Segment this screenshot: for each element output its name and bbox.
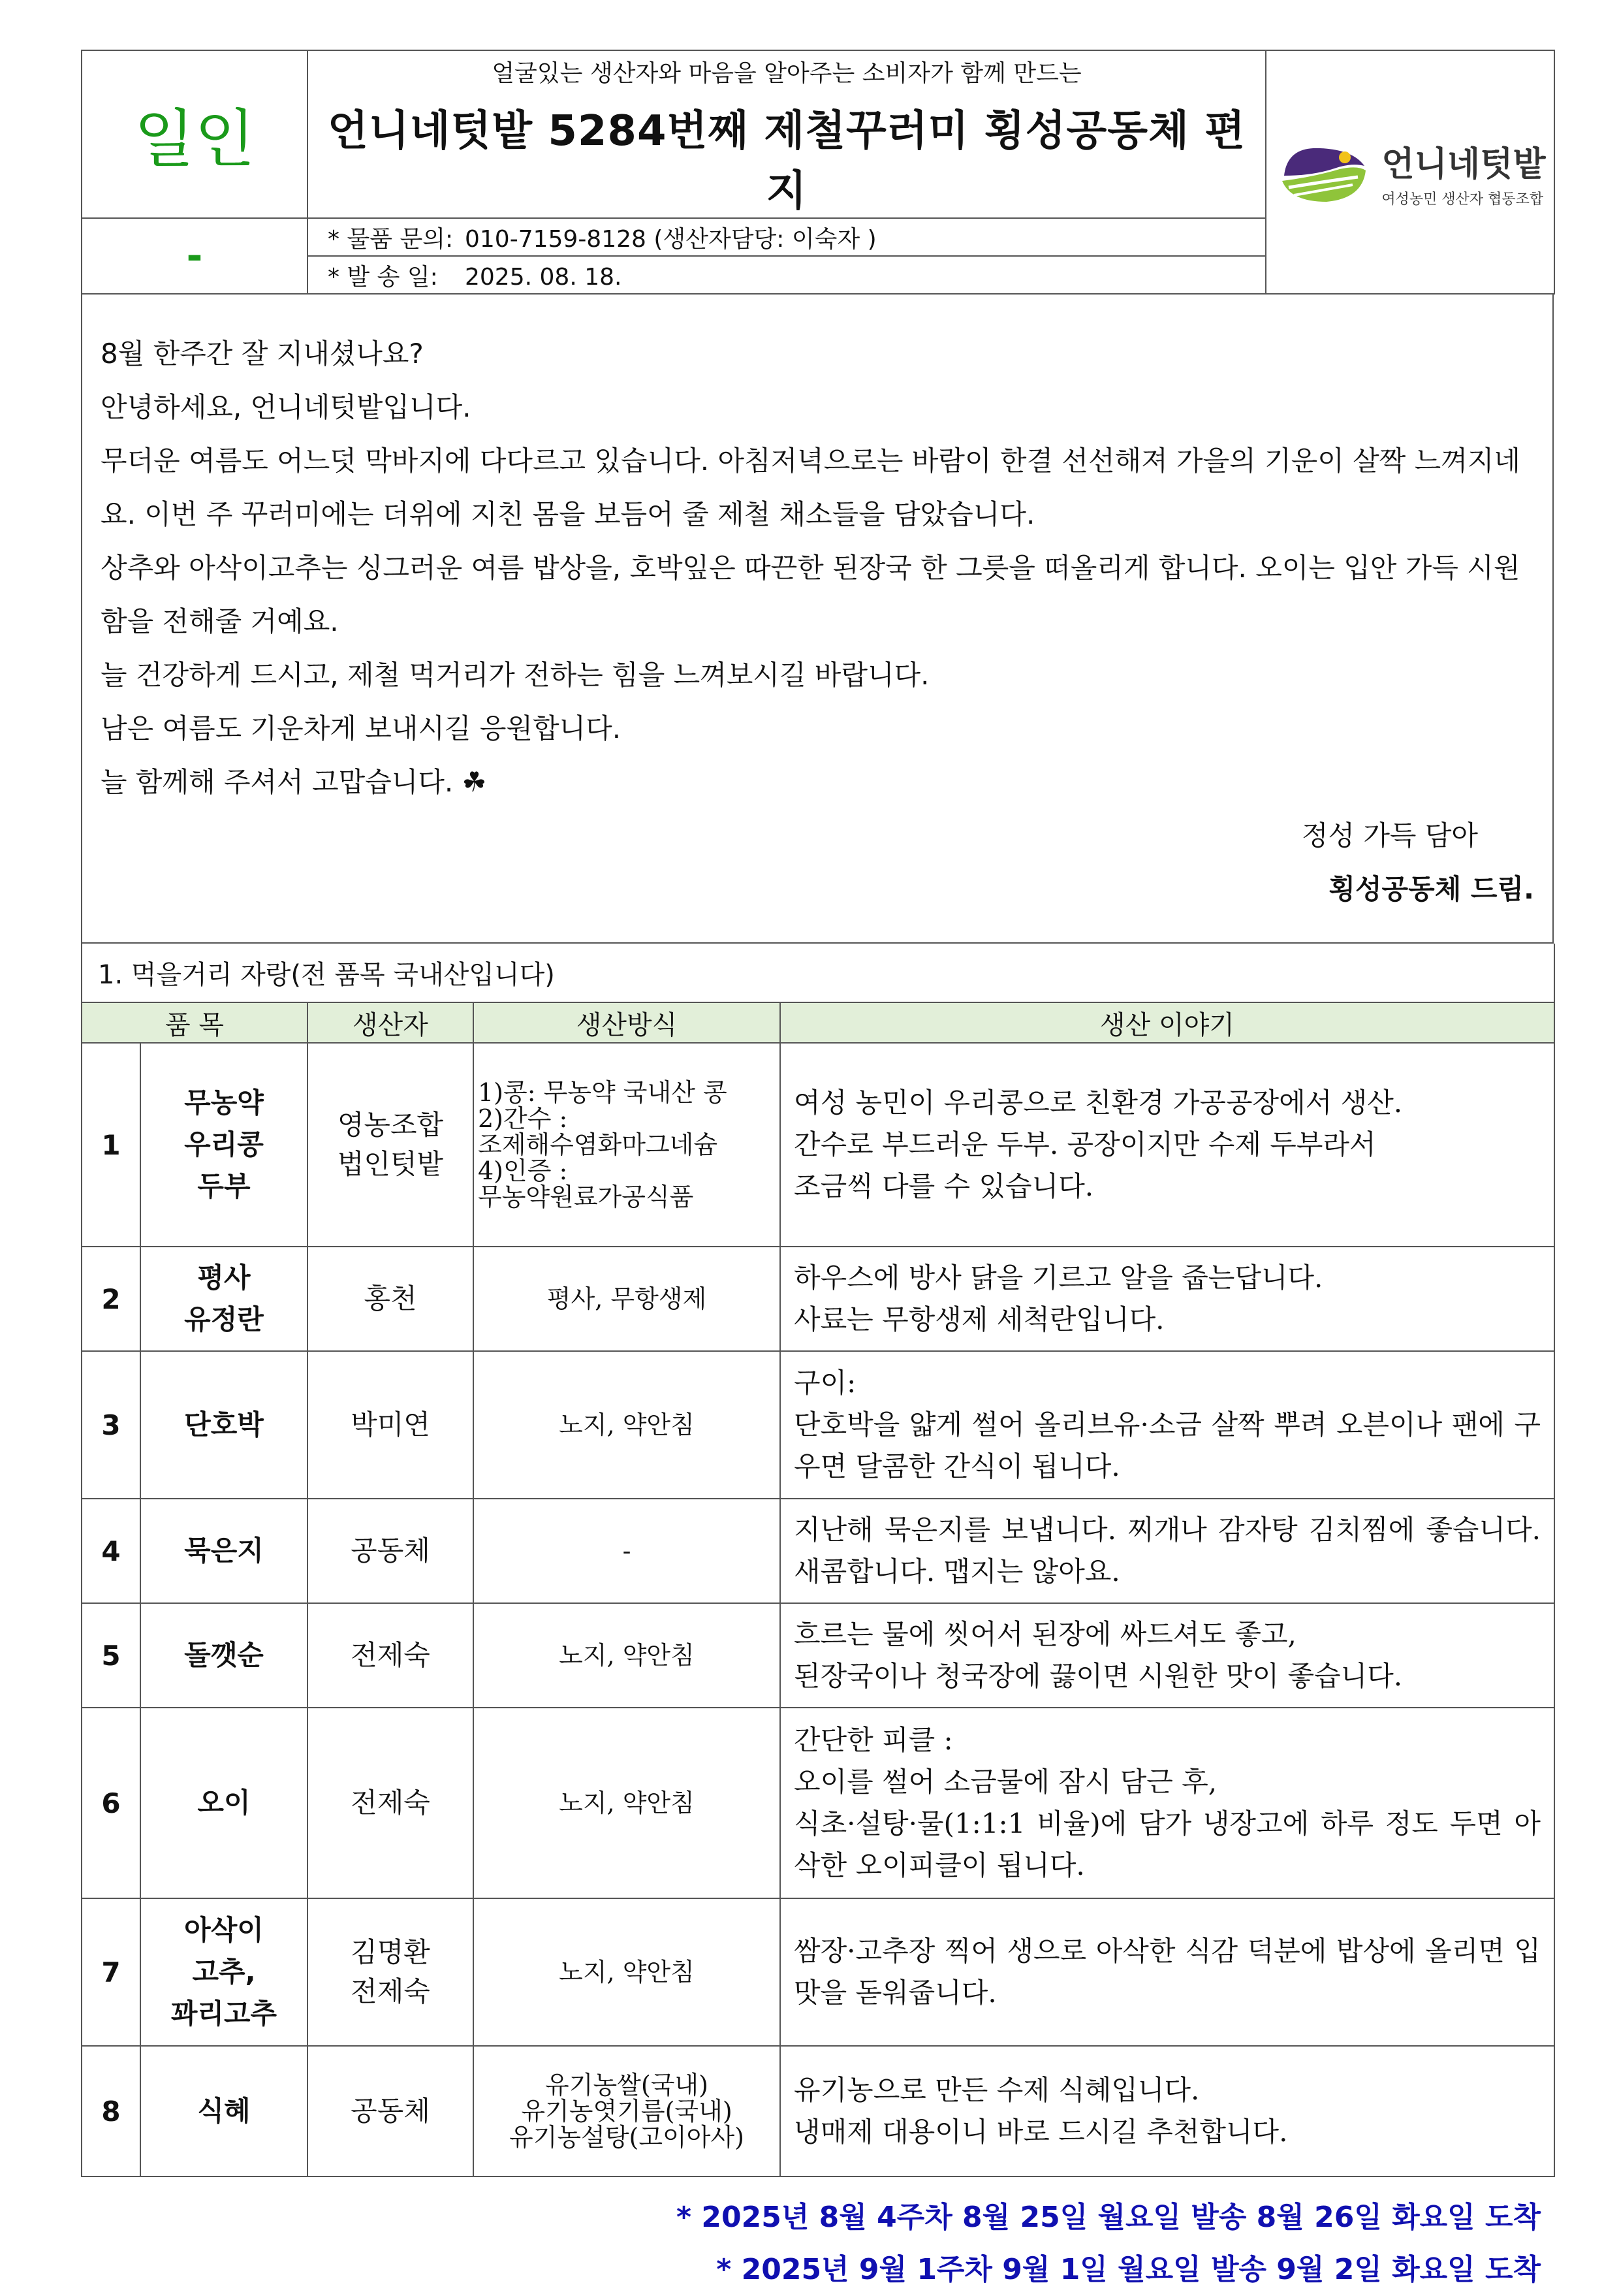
producer-name: 박미연 [307, 1351, 473, 1499]
letter-body [81, 295, 1554, 944]
col-header-producer: 생산자 [307, 1002, 473, 1043]
row-number: 8 [82, 2046, 140, 2176]
letter-header [81, 50, 1555, 295]
logo-icon [1274, 136, 1372, 208]
production-method: 평사, 무항생제 [473, 1247, 780, 1351]
letter-line: 안녕하세요, 언니네텃밭입니다. [101, 391, 471, 423]
product-story: 하우스에 방사 닭을 기르고 알을 줍는답니다. 사료는 무항생제 세척란입니다. [780, 1247, 1554, 1351]
letter-line: 남은 여름도 기운차게 보내시길 응원합니다. [101, 712, 621, 744]
inquiry-row [307, 218, 1266, 256]
inquiry-value: 010-7159-8128 (생산자담당: 이숙자 ) [465, 225, 877, 253]
recipient-label [82, 50, 307, 218]
row-number: 5 [82, 1603, 140, 1708]
send-date-label: * 발 송 일: [328, 263, 438, 291]
product-story: 간단한 피클 : 오이를 썰어 소금물에 잠시 담근 후, 식초·설탕·물(1:1:1 비율)에 담가 냉장고에 하루 정도 두면 아삭한 오이피클이 됩니다. [780, 1708, 1554, 1898]
logo-subtitle: 여성농민 생산자 협동조합 [1381, 191, 1544, 208]
col-header-story: 생산 이야기 [780, 1002, 1554, 1043]
production-method: 1)콩: 무농약 국내산 콩 2)간수 : 조제해수염화마그네슘 4)인증 : 무농약원료가공식품 [473, 1043, 780, 1247]
item-name: 오이 [140, 1708, 307, 1898]
row-number: 4 [82, 1499, 140, 1603]
recipient-sub-text: - [186, 233, 203, 279]
signature-line-1: 정성 가득 담아 [1301, 820, 1478, 852]
inquiry-label: * 물품 문의: [328, 225, 454, 253]
product-rows [82, 1043, 1554, 2176]
row-number: 6 [82, 1708, 140, 1898]
table-row [82, 1708, 1554, 1898]
production-method: 노지, 약안침 [473, 1351, 780, 1499]
recipient-text: 일인 [134, 103, 255, 176]
producer-name: 전제숙 [307, 1603, 473, 1708]
row-number: 7 [82, 1898, 140, 2046]
logo-name: 언니네텃밭 [1381, 144, 1546, 184]
col-header-method: 생산방식 [473, 1002, 780, 1043]
delivery-note: * 2025년 9월 1주차 9월 1일 월요일 발송 9월 2일 화요일 도착 [716, 2253, 1541, 2286]
item-name: 평사 유정란 [140, 1247, 307, 1351]
table-row [82, 1247, 1554, 1351]
send-date-row [307, 256, 1266, 294]
table-row [82, 2046, 1554, 2176]
item-name: 식혜 [140, 2046, 307, 2176]
letter-cell [82, 295, 1553, 943]
table-row [82, 1898, 1554, 2046]
col-header-item: 품 목 [82, 1002, 307, 1043]
table-row [82, 1603, 1554, 1708]
send-date-value: 2025. 08. 18. [465, 263, 622, 291]
table-row [82, 1351, 1554, 1499]
item-name: 아삭이 고추, 꽈리고추 [140, 1898, 307, 2046]
producer-name: 공동체 [307, 1499, 473, 1603]
product-story: 유기농으로 만든 수제 식혜입니다. 냉매제 대용이니 바로 드시길 추천합니다. [780, 2046, 1554, 2176]
subtitle: 얼굴있는 생산자와 마음을 알아주는 소비자가 함께 만드는 [492, 60, 1082, 87]
producer-name: 김명환 전제숙 [307, 1898, 473, 2046]
table-row [82, 1043, 1554, 1247]
producer-name: 영농조합 법인텃밭 [307, 1043, 473, 1247]
product-story: 지난해 묵은지를 보냅니다. 찌개나 감자탕 김치찜에 좋습니다. 새콤합니다. 맵지는 않아요. [780, 1499, 1554, 1603]
production-method: 노지, 약안침 [473, 1898, 780, 2046]
product-story: 구이: 단호박을 얇게 썰어 올리브유·소금 살짝 뿌려 오븐이나 팬에 구우면 달콤한 간식이 됩니다. [780, 1351, 1554, 1499]
delivery-notes [81, 2192, 1554, 2296]
product-story: 흐르는 물에 씻어서 된장에 싸드셔도 좋고, 된장국이나 청국장에 끓이면 시원한 맛이 좋습니다. [780, 1603, 1554, 1708]
letter-line: 늘 함께해 주셔서 고맙습니다. ☘ [101, 766, 487, 798]
table-header [82, 1002, 1554, 1043]
page-title: 언니네텃밭 5284번째 제철꾸러미 횡성공동체 편지 [327, 107, 1246, 215]
production-method: 노지, 약안침 [473, 1603, 780, 1708]
product-story: 쌈장·고추장 찍어 생으로 아삭한 식감 덕분에 밥상에 올리면 입맛을 돋워줍니다. [780, 1898, 1554, 2046]
document-page [81, 50, 1554, 2296]
title-cell [307, 50, 1266, 218]
item-name: 무농약 우리콩 두부 [140, 1043, 307, 1247]
delivery-note: * 2025년 8월 4주차 8월 25일 월요일 발송 8월 26일 화요일 도착 [676, 2201, 1541, 2234]
logo [1266, 136, 1554, 208]
producer-name: 전제숙 [307, 1708, 473, 1898]
production-method: 유기농쌀(국내) 유기농엿기름(국내) 유기농설탕(고이아사) [473, 2046, 780, 2176]
producer-name: 공동체 [307, 2046, 473, 2176]
letter-line: 상추와 아삭이고추는 싱그러운 여름 밥상을, 호박잎은 따끈한 된장국 한 그릇을 떠올리게 합니다. 오이는 입안 가득 시원함을 전해줄 거예요. [101, 552, 1520, 637]
item-name: 묵은지 [140, 1499, 307, 1603]
table-row [82, 1499, 1554, 1603]
product-table [81, 944, 1555, 2177]
product-story: 여성 농민이 우리콩으로 친환경 가공공장에서 생산. 간수로 부드러운 두부. 공장이지만 수제 두부라서 조금씩 다를 수 있습니다. [780, 1043, 1554, 1247]
letter-line: 무더운 여름도 어느덧 막바지에 다다르고 있습니다. 아침저녁으로는 바람이 한결 선선해져 가을의 기운이 살짝 느껴지네요. 이번 주 꾸러미에는 더위에 지친 몸을 보듬어 줄 제철 채소들을 담았습니다. [101, 445, 1520, 530]
letter-line: 늘 건강하게 드시고, 제철 먹거리가 전하는 힘을 느껴보시길 바랍니다. [101, 659, 930, 691]
recipient-sub [82, 218, 307, 294]
section-title: 1. 먹을거리 자랑(전 품목 국내산입니다) [82, 944, 1554, 1002]
signature-line-2: 횡성공동체 드림. [1328, 873, 1534, 905]
row-number: 2 [82, 1247, 140, 1351]
item-name: 돌깻순 [140, 1603, 307, 1708]
row-number: 1 [82, 1043, 140, 1247]
production-method: - [473, 1499, 780, 1603]
row-number: 3 [82, 1351, 140, 1499]
letter-line: 8월 한주간 잘 지내셨나요? [101, 338, 424, 370]
logo-cell [1266, 50, 1554, 294]
producer-name: 홍천 [307, 1247, 473, 1351]
item-name: 단호박 [140, 1351, 307, 1499]
production-method: 노지, 약안침 [473, 1708, 780, 1898]
